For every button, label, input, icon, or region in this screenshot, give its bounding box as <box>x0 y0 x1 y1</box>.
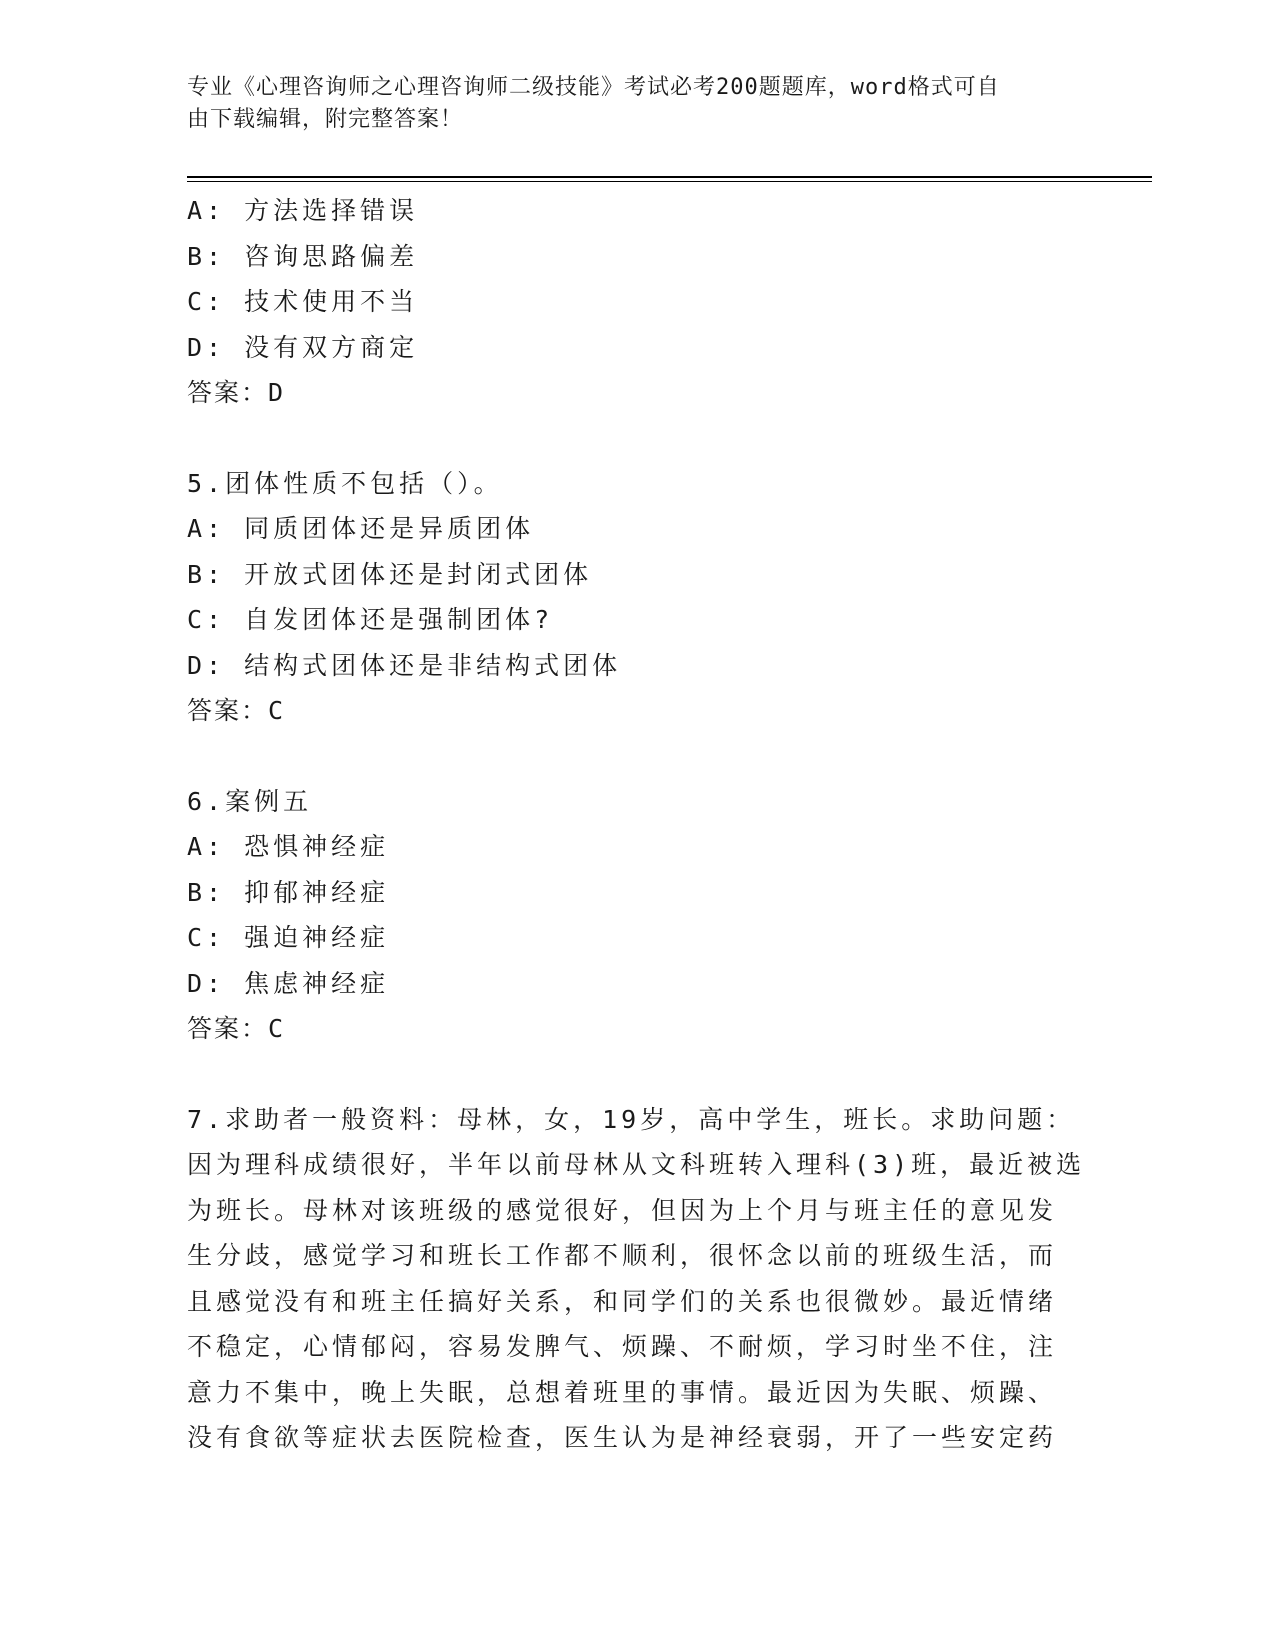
option-c: C: 自发团体还是强制团体? <box>187 605 554 634</box>
question-7-block <box>187 1097 1086 1461</box>
option-d: D: 没有双方商定 <box>187 332 419 362</box>
spacer <box>187 416 1067 461</box>
question-6-block <box>187 779 1067 1052</box>
paragraph-line: 没有食欲等症状去医院检查，医生认为是神经衰弱，开了一些安定药 <box>187 1423 1058 1452</box>
header-divider-thick <box>187 176 1152 178</box>
option-c: C: 强迫神经症 <box>187 923 390 952</box>
question-text: 5.团体性质不包括（）。 <box>187 468 503 498</box>
paragraph-line: 生分歧，感觉学习和班长工作都不顺利，很怀念以前的班级生活，而 <box>187 1241 1058 1270</box>
document-header <box>187 72 1067 136</box>
spacer <box>187 1052 1067 1097</box>
header-divider-thin <box>187 181 1152 182</box>
paragraph-line: 且感觉没有和班主任搞好关系，和同学们的关系也很微妙。最近情绪 <box>187 1286 1058 1316</box>
paragraph-line: 意力不集中，晚上失眠，总想着班里的事情。最近因为失眠、烦躁、 <box>187 1377 1058 1407</box>
option-d: D: 焦虑神经症 <box>187 968 390 998</box>
answer-line: 答案：D <box>187 378 286 407</box>
question-text: 6.案例五 <box>187 786 313 816</box>
header-line-1: 专业《心理咨询师之心理咨询师二级技能》考试必考200题题库，word格式可自 <box>187 75 1000 100</box>
answer-line: 答案：C <box>187 696 286 725</box>
paragraph-line: 不稳定，心情郁闷，容易发脾气、烦躁、不耐烦，学习时坐不住，注 <box>187 1332 1058 1361</box>
option-c: C: 技术使用不当 <box>187 287 419 316</box>
answer-line: 答案：C <box>187 1014 286 1043</box>
option-b: B: 开放式团体还是封闭式团体 <box>187 559 593 589</box>
option-b: B: 咨询思路偏差 <box>187 241 419 271</box>
paragraph-line: 因为理科成绩很好，半年以前母林从文科班转入理科(3)班，最近被选 <box>187 1150 1086 1179</box>
option-d: D: 结构式团体还是非结构式团体 <box>187 650 622 680</box>
option-a: A: 同质团体还是异质团体 <box>187 514 535 543</box>
question-content <box>187 188 1086 1461</box>
paragraph-line: 7.求助者一般资料：母林，女，19岁，高中学生，班长。求助问题： <box>187 1104 1076 1134</box>
option-a: A: 恐惧神经症 <box>187 832 390 861</box>
header-line-2: 由下载编辑，附完整答案！ <box>187 107 464 132</box>
spacer <box>187 734 1067 779</box>
option-b: B: 抑郁神经症 <box>187 877 390 907</box>
question-4-block <box>187 188 1067 416</box>
question-5-block <box>187 461 1067 734</box>
option-a: A: 方法选择错误 <box>187 196 419 225</box>
paragraph-line: 为班长。母林对该班级的感觉很好，但因为上个月与班主任的意见发 <box>187 1195 1058 1225</box>
